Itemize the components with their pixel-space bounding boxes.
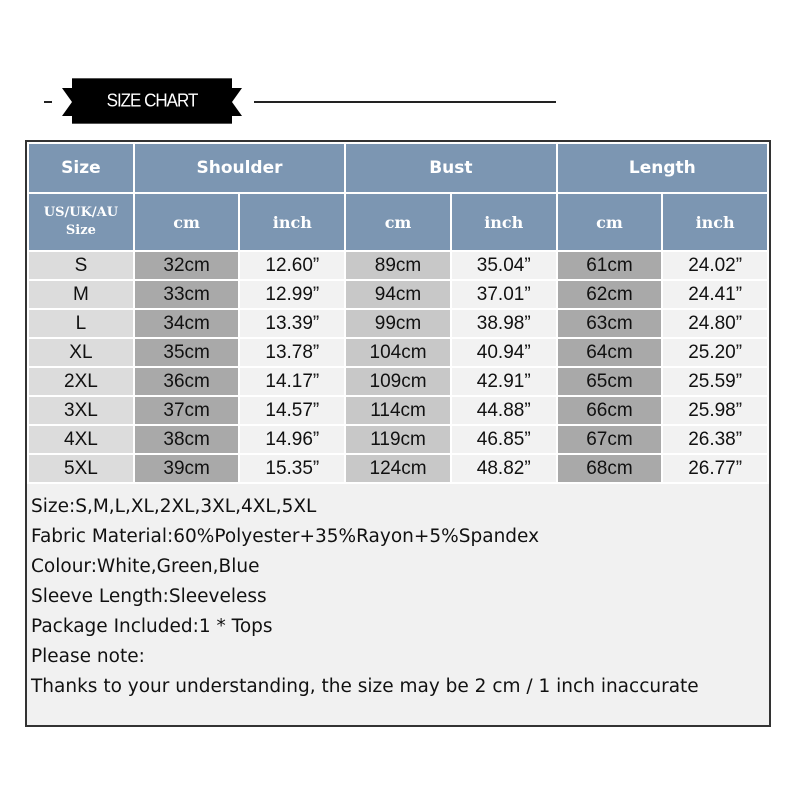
cell-shoulder-cm: 36cm [135, 368, 239, 395]
cell-shoulder-cm: 38cm [135, 426, 239, 453]
header-shoulder: Shoulder [135, 144, 344, 192]
cell-bust-cm: 109cm [346, 368, 450, 395]
size-rows [29, 252, 767, 482]
cell-size: 2XL [29, 368, 133, 395]
cell-length-inch: 25.98” [663, 397, 767, 424]
header-size: Size [29, 144, 133, 192]
cell-size: XL [29, 339, 133, 366]
note-colour: Colour:White,Green,Blue [31, 556, 260, 577]
cell-shoulder-cm: 33cm [135, 281, 239, 308]
cell-length-inch: 24.41” [663, 281, 767, 308]
cell-length-inch: 26.77” [663, 455, 767, 482]
unit-shoulder-cm: cm [135, 194, 239, 250]
size-chart-banner [44, 80, 564, 124]
cell-length-inch: 25.20” [663, 339, 767, 366]
cell-shoulder-cm: 32cm [135, 252, 239, 279]
cell-shoulder-cm: 34cm [135, 310, 239, 337]
table-row [29, 397, 767, 424]
cell-shoulder-inch: 14.57” [240, 397, 344, 424]
cell-size: L [29, 310, 133, 337]
cell-bust-inch: 48.82” [452, 455, 556, 482]
cell-bust-cm: 94cm [346, 281, 450, 308]
header-row-units [29, 194, 767, 250]
banner-dash [44, 101, 52, 103]
cell-length-inch: 26.38” [663, 426, 767, 453]
cell-bust-inch: 44.88” [452, 397, 556, 424]
cell-shoulder-inch: 15.35” [240, 455, 344, 482]
table-row [29, 339, 767, 366]
cell-bust-inch: 46.85” [452, 426, 556, 453]
cell-shoulder-inch: 14.96” [240, 426, 344, 453]
cell-shoulder-inch: 12.99” [240, 281, 344, 308]
cell-bust-cm: 114cm [346, 397, 450, 424]
note-fabric: Fabric Material:60%Polyester+35%Rayon+5%Spandex [31, 526, 540, 547]
unit-length-cm: cm [558, 194, 662, 250]
header-bust: Bust [346, 144, 555, 192]
cell-bust-inch: 37.01” [452, 281, 556, 308]
cell-shoulder-inch: 14.17” [240, 368, 344, 395]
cell-size: 3XL [29, 397, 133, 424]
cell-bust-inch: 38.98” [452, 310, 556, 337]
cell-length-cm: 66cm [558, 397, 662, 424]
cell-length-cm: 63cm [558, 310, 662, 337]
header-length: Length [558, 144, 767, 192]
product-notes [31, 492, 699, 702]
cell-bust-inch: 42.91” [452, 368, 556, 395]
note-package: Package Included:1 * Tops [31, 616, 273, 637]
cell-shoulder-inch: 13.39” [240, 310, 344, 337]
cell-size: M [29, 281, 133, 308]
header-region-size [29, 194, 133, 250]
cell-shoulder-cm: 39cm [135, 455, 239, 482]
cell-length-inch: 24.02” [663, 252, 767, 279]
cell-bust-cm: 99cm [346, 310, 450, 337]
note-sizes: Size:S,M,L,XL,2XL,3XL,4XL,5XL [31, 496, 317, 517]
banner-rule [254, 101, 556, 103]
table-row [29, 281, 767, 308]
table-row [29, 426, 767, 453]
table-row [29, 368, 767, 395]
cell-length-cm: 67cm [558, 426, 662, 453]
ribbon-right-tail [232, 88, 242, 116]
cell-length-cm: 68cm [558, 455, 662, 482]
cell-length-inch: 25.59” [663, 368, 767, 395]
region-size-label: Size [65, 223, 96, 238]
ribbon-left-tail [62, 88, 72, 116]
unit-bust-inch: inch [452, 194, 556, 250]
cell-shoulder-cm: 37cm [135, 397, 239, 424]
cell-size: 5XL [29, 455, 133, 482]
cell-bust-inch: 35.04” [452, 252, 556, 279]
cell-bust-cm: 104cm [346, 339, 450, 366]
cell-size: 4XL [29, 426, 133, 453]
cell-shoulder-inch: 12.60” [240, 252, 344, 279]
table-row [29, 252, 767, 279]
cell-length-cm: 64cm [558, 339, 662, 366]
cell-length-cm: 61cm [558, 252, 662, 279]
note-please: Please note: [31, 646, 145, 667]
unit-shoulder-inch: inch [240, 194, 344, 250]
region-label: US/UK/AU [43, 205, 119, 220]
cell-bust-cm: 89cm [346, 252, 450, 279]
header-row-top [29, 144, 767, 192]
table-row [29, 310, 767, 337]
table-row [29, 455, 767, 482]
banner-title: SIZE CHART [72, 78, 232, 123]
size-table [27, 142, 769, 484]
cell-bust-cm: 119cm [346, 426, 450, 453]
size-chart-panel [25, 140, 771, 727]
cell-shoulder-inch: 13.78” [240, 339, 344, 366]
note-accuracy: Thanks to your understanding, the size may be 2 cm / 1 inch inaccurate [31, 676, 699, 697]
cell-size: S [29, 252, 133, 279]
unit-length-inch: inch [663, 194, 767, 250]
cell-length-inch: 24.80” [663, 310, 767, 337]
cell-length-cm: 65cm [558, 368, 662, 395]
note-sleeve: Sleeve Length:Sleeveless [31, 586, 267, 607]
cell-length-cm: 62cm [558, 281, 662, 308]
unit-bust-cm: cm [346, 194, 450, 250]
cell-bust-inch: 40.94” [452, 339, 556, 366]
cell-bust-cm: 124cm [346, 455, 450, 482]
cell-shoulder-cm: 35cm [135, 339, 239, 366]
